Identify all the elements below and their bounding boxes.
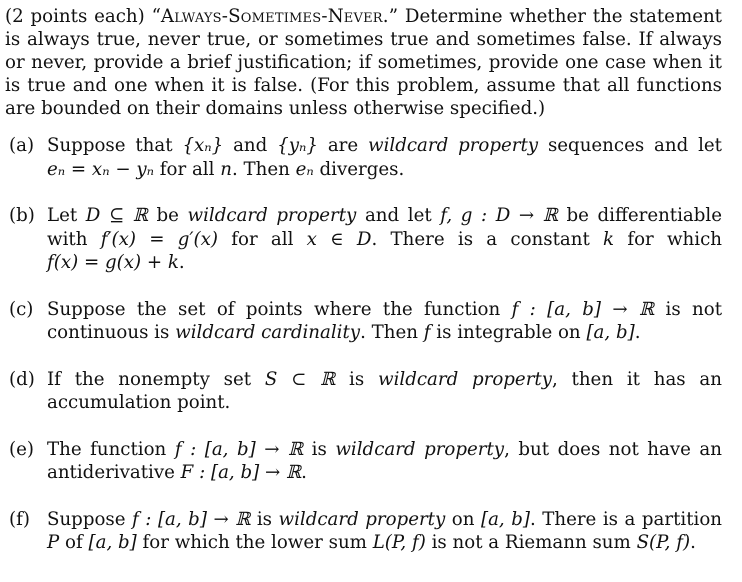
text: of	[59, 532, 89, 553]
statement-c	[5, 298, 722, 345]
text: for all	[154, 158, 221, 180]
statement-d	[5, 368, 722, 415]
statement-label: (f)	[9, 508, 30, 530]
math-expression: f, g : D → ℝ	[440, 205, 558, 226]
text: sequences and let	[538, 135, 722, 156]
intro-title: Always-Sometimes-Never.	[160, 6, 389, 27]
math-expression: eₙ = xₙ − yₙ	[47, 158, 155, 180]
statement-label: (e)	[9, 438, 34, 460]
math-expression: eₙ	[295, 158, 314, 180]
math-expression: f(x) = g(x) + k	[47, 252, 179, 273]
statement-e	[5, 438, 722, 485]
math-expression: P	[47, 532, 60, 553]
text: is not a Riemann sum	[425, 532, 637, 553]
math-expression: f : [a, b] → ℝ	[174, 438, 304, 460]
statement-text	[47, 134, 722, 181]
statement-a	[5, 134, 722, 181]
text: .	[301, 462, 307, 483]
text: .	[178, 252, 185, 273]
statement-text	[47, 368, 722, 415]
text: on	[445, 508, 481, 530]
math-expression: f′(x) = g′(x)	[100, 228, 218, 250]
text: . There is a partition	[529, 508, 722, 530]
text: be	[147, 205, 188, 226]
text: If the nonempty set	[47, 368, 265, 390]
statement-text	[47, 438, 722, 485]
text: is	[250, 508, 279, 530]
text: is integrable on	[430, 322, 587, 343]
text: diverges.	[313, 158, 405, 180]
statement-label: (b)	[9, 205, 35, 226]
math-expression: D ⊆ ℝ	[85, 205, 148, 226]
text: . Then	[231, 158, 296, 180]
text: , but does not have an antiderivative	[47, 438, 722, 483]
text: The function	[47, 438, 175, 460]
math-expression: S ⊂ ℝ	[264, 368, 336, 390]
text: Suppose	[47, 508, 133, 530]
intro-instructions: ” Determine whether the statement is always true, never true, or sometimes true and sometimes false. If always or never, provide a brief justification; if sometimes, provide one case when it is true and one when it is false. (For this problem, assume that all functions are bounded on their domains unless otherwise specified.)	[5, 6, 722, 119]
text: is not continuous is	[47, 298, 722, 343]
statement-label: (c)	[9, 298, 34, 320]
math-expression: S(P, f)	[636, 532, 691, 553]
text: be differentiable with	[47, 205, 723, 250]
text: and let	[356, 205, 441, 226]
text: .	[690, 532, 696, 553]
text: is	[303, 438, 336, 460]
math-expression: f : [a, b] → ℝ	[511, 298, 655, 320]
wildcard-placeholder: wildcard property	[187, 205, 357, 226]
text: .	[634, 322, 641, 343]
text: . There is a constant	[371, 228, 604, 250]
statement-text	[47, 298, 722, 345]
statement-label: (a)	[9, 135, 35, 156]
text: are	[317, 135, 369, 156]
text: for which the lower sum	[136, 532, 373, 553]
wildcard-placeholder: wildcard property	[335, 438, 505, 460]
statement-label: (d)	[9, 368, 35, 390]
text: and	[223, 135, 278, 156]
statement-text	[47, 508, 722, 555]
math-expression: f : [a, b] → ℝ	[132, 508, 251, 530]
statement-b	[5, 204, 722, 275]
math-expression: [a, b]	[480, 508, 530, 530]
text: , then it has an accumulation point.	[47, 368, 722, 413]
statement-list	[5, 134, 722, 555]
wildcard-placeholder: wildcard property	[278, 508, 446, 530]
math-expression: k	[603, 228, 615, 250]
math-expression: f	[423, 322, 431, 343]
math-expression: x ∈ D	[306, 228, 372, 250]
problem-intro	[5, 5, 722, 120]
text: Let	[47, 205, 86, 226]
math-expression: {xₙ}	[182, 135, 224, 156]
text: for which	[614, 228, 722, 250]
statement-f	[5, 508, 722, 555]
text: Suppose the set of points where the function	[47, 298, 512, 320]
math-expression: F : [a, b] → ℝ	[180, 462, 302, 483]
wildcard-placeholder: wildcard property	[368, 135, 539, 156]
math-expression: [a, b]	[586, 322, 635, 343]
text: for all	[218, 228, 307, 250]
math-expression: n	[220, 158, 232, 180]
math-expression: [a, b]	[88, 532, 137, 553]
math-expression: L(P, f)	[372, 532, 426, 553]
wildcard-placeholder: wildcard cardinality	[175, 322, 361, 343]
math-expression: {yₙ}	[277, 135, 318, 156]
text: is	[335, 368, 378, 390]
statement-text	[47, 204, 722, 275]
text: Suppose that	[47, 135, 183, 156]
intro-prefix: (2 points each) “	[5, 6, 161, 27]
text: . Then	[360, 322, 424, 343]
wildcard-placeholder: wildcard property	[378, 368, 552, 390]
